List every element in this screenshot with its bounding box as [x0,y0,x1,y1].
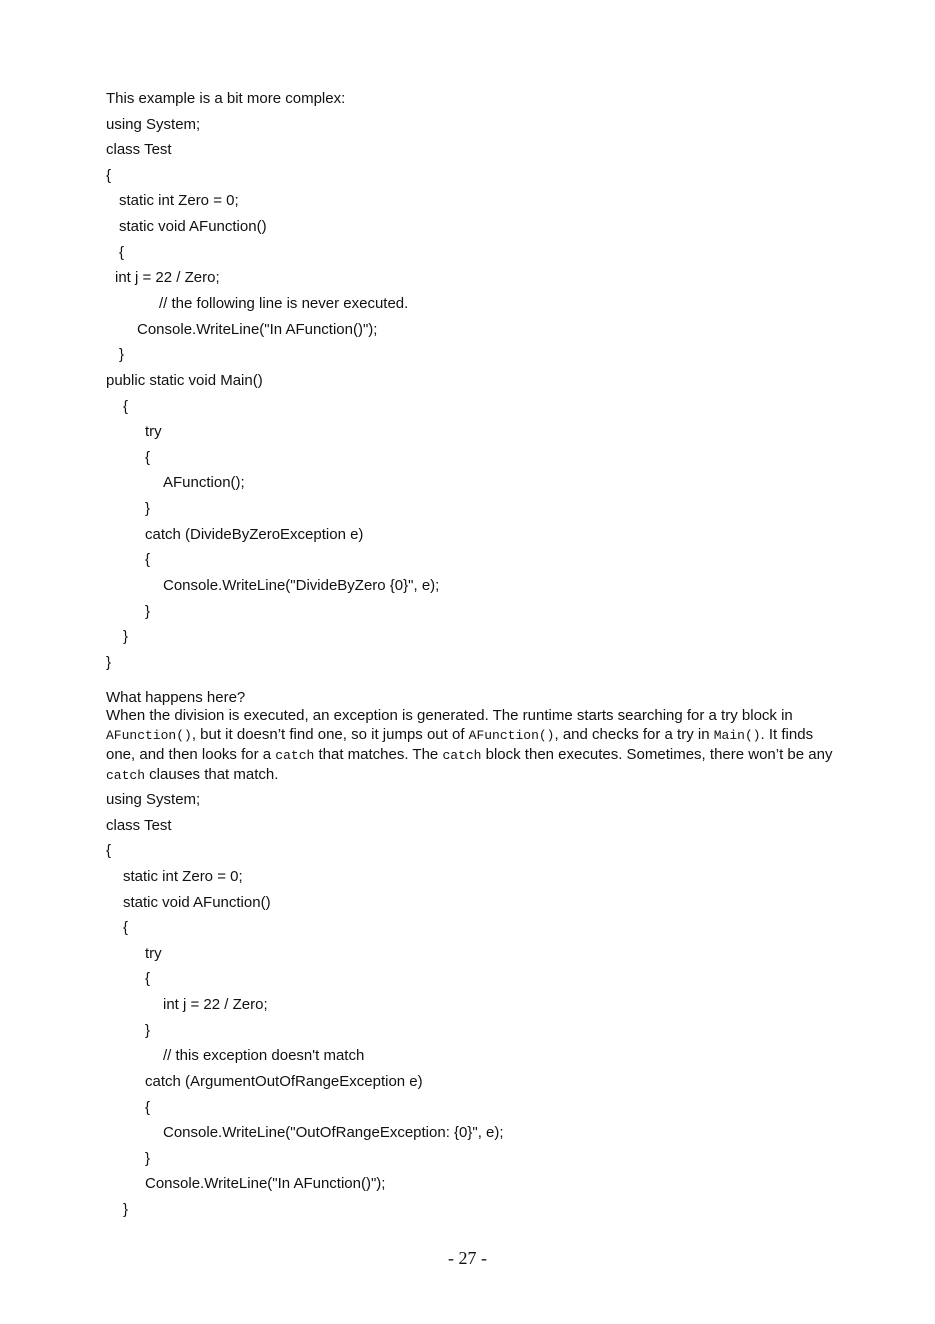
code-line: } [145,500,151,517]
code-line: using System; [106,116,201,133]
code-line: int j = 22 / Zero; [115,269,220,286]
code-line: try [145,423,162,440]
code-line: static void AFunction() [123,894,271,911]
code-line: Console.WriteLine("DivideByZero {0}", e); [163,577,440,594]
code-line: Console.WriteLine("OutOfRangeException: {0}", e); [163,1124,504,1141]
inline-code: Main() [713,728,761,743]
explanation-text: When the division is executed, an exception is generated. The runtime starts searching for a try block in [106,707,793,724]
code-line: } [106,654,112,671]
code-line: class Test [106,817,172,834]
code-line: { [145,449,151,466]
code-comment: // this exception doesn't match [163,1047,365,1064]
explanation-text: , but it doesn’t find one, so it jumps out of [191,726,469,743]
code-line: { [123,919,129,936]
explanation-text: , and checks for a try in [554,726,714,743]
code-line: catch (DivideByZeroException e) [145,526,364,543]
code-line: Console.WriteLine("In AFunction()"); [145,1175,386,1192]
code-line: } [145,1150,151,1167]
code-line: static void AFunction() [119,218,267,235]
code-line: static int Zero = 0; [123,868,243,885]
inline-code: AFunction() [106,728,192,743]
explanation-text: block then executes. Sometimes, there won’t be any [481,746,833,763]
inline-code: catch [275,748,315,763]
code-line: { [106,842,112,859]
inline-code: AFunction() [468,728,555,743]
code-line: } [145,603,151,620]
explanation-paragraph [106,706,834,785]
explanation-text: . It finds one, and then looks for a [106,726,814,763]
code-line: int j = 22 / Zero; [163,996,268,1013]
code-line: } [119,346,125,363]
question-text: What happens here? [106,689,246,706]
code-line: static int Zero = 0; [119,192,239,209]
code-line: { [106,167,112,184]
code-line: Console.WriteLine("In AFunction()"); [137,321,378,338]
explanation-text: clauses that match. [145,766,279,783]
explanation-text: that matches. The [314,746,443,763]
code-line: } [123,628,129,645]
code-line: { [145,1099,151,1116]
inline-code: catch [442,748,482,763]
code-line: { [145,970,151,987]
code-line: } [123,1201,129,1218]
intro-text: This example is a bit more complex: [106,90,346,107]
code-line: class Test [106,141,172,158]
inline-code: catch [106,768,146,783]
page-number: - 27 - [448,1248,487,1268]
code-line: catch (ArgumentOutOfRangeException e) [145,1073,423,1090]
code-line: public static void Main() [106,372,263,389]
code-comment: // the following line is never executed. [159,295,409,312]
code-line: { [145,551,151,568]
code-line: { [119,244,125,261]
code-line: } [145,1022,151,1039]
code-line: AFunction(); [163,474,245,491]
code-line: { [123,398,129,415]
code-line: try [145,945,162,962]
code-line: using System; [106,791,201,808]
